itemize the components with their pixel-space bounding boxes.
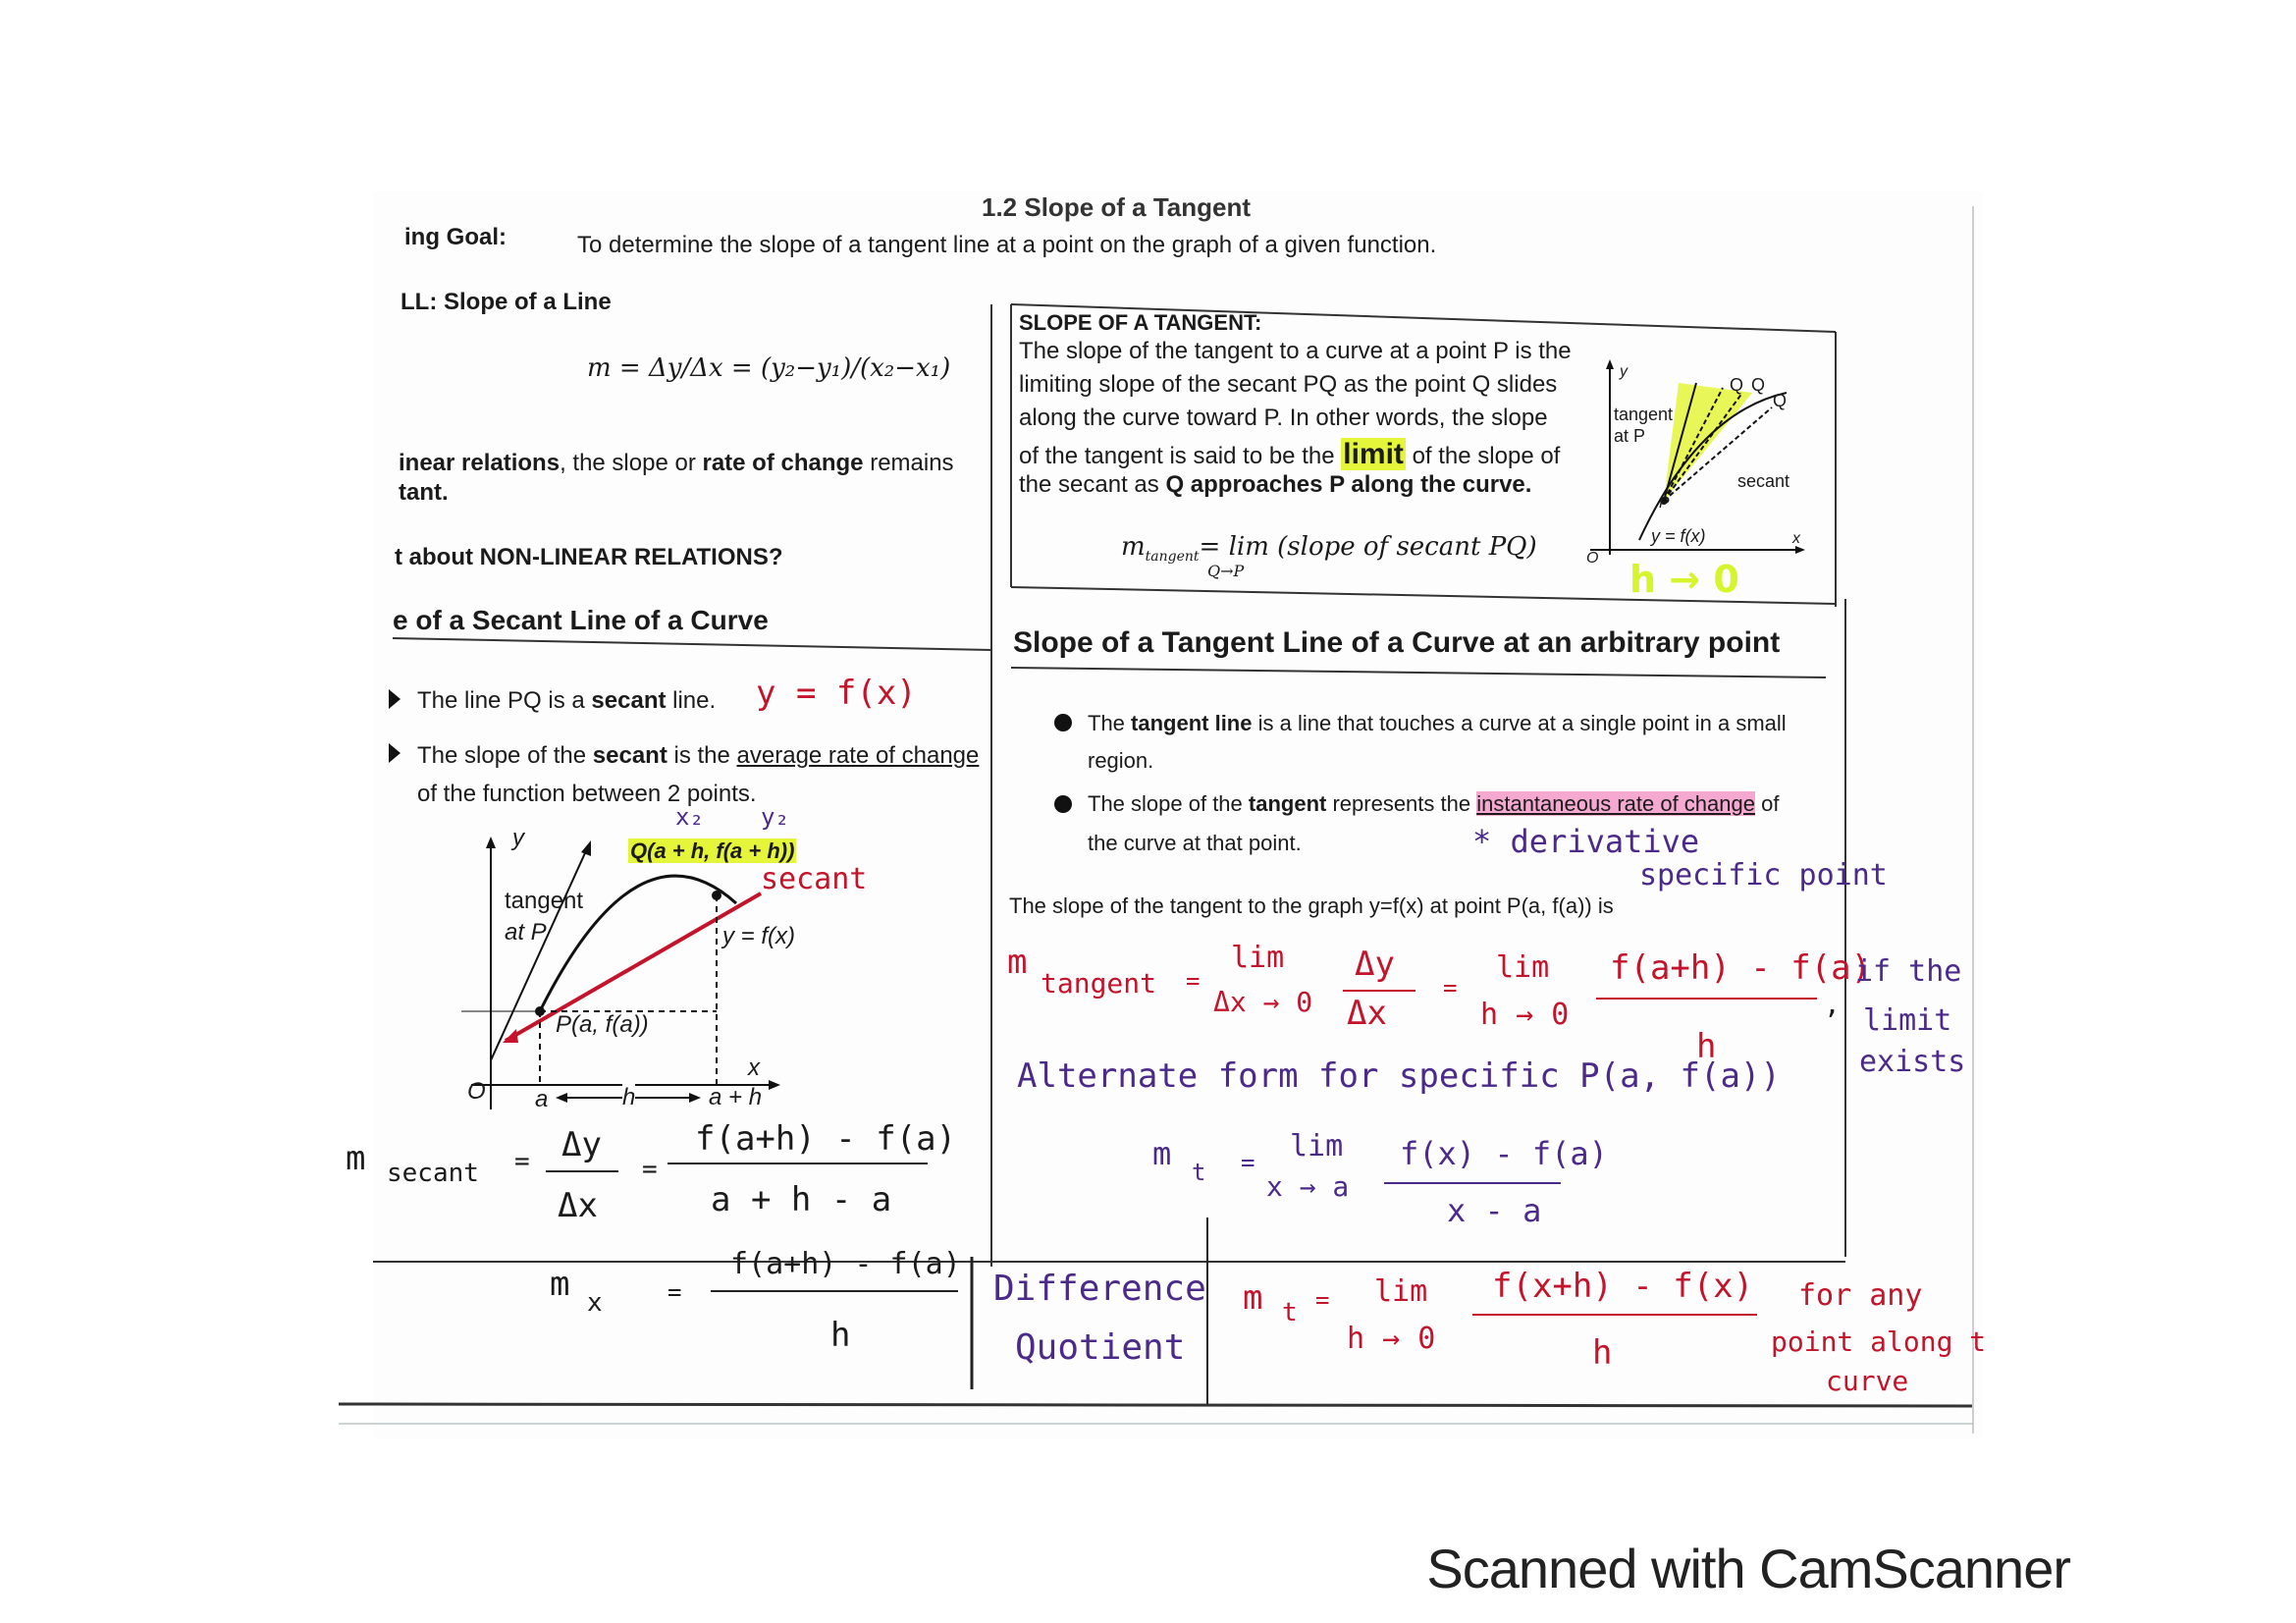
mt-eq: = <box>1186 967 1201 995</box>
tangent-def-line2: limiting slope of the secant PQ as the point Q slides <box>1019 371 1558 398</box>
fig-q3: Q <box>1773 391 1788 410</box>
alt-lim: lim <box>1290 1129 1344 1163</box>
point-along: point along t <box>1771 1325 1987 1358</box>
graph-p-label: P(a, f(a)) <box>556 1011 649 1038</box>
alt-num: f(x) - f(a) <box>1400 1135 1608 1172</box>
fig-tangent-label: tangent <box>1614 405 1674 424</box>
tangent-bullet-2 <box>1088 791 1779 817</box>
fig-y-label: y <box>1620 363 1628 380</box>
linear-bold: inear relations <box>399 450 561 476</box>
camscanner-watermark: Scanned with CamScanner <box>1426 1538 2070 1599</box>
m-secant-sub: secant <box>387 1159 479 1188</box>
tangent-formula <box>1121 532 1537 565</box>
dq-den: h <box>830 1316 851 1355</box>
curve: curve <box>1826 1365 1909 1397</box>
graph-yfx-label: y = f(x) <box>722 923 796 949</box>
mt-den: h <box>1696 1027 1717 1066</box>
bullet-icon <box>389 743 400 763</box>
hand-y2: y₂ <box>761 803 789 831</box>
recall-title: LL: Slope of a Line <box>400 289 612 315</box>
mt-dy: Δy <box>1355 945 1395 984</box>
graph-o-label: O <box>467 1078 486 1105</box>
linear-line2: tant. <box>399 479 449 506</box>
alt-lim-under: x → a <box>1266 1170 1350 1203</box>
m-secant-den: a + h - a <box>711 1180 892 1219</box>
if-limit: limit <box>1863 1003 1952 1038</box>
mt-dx: Δx <box>1347 994 1387 1033</box>
m-secant-num: f(a+h) - f(a) <box>695 1119 957 1159</box>
frac-bar <box>1343 990 1415 992</box>
tangent-bullet-1 <box>1088 711 1787 736</box>
hand-derivative: * derivative <box>1472 823 1700 860</box>
mt-bottom-num: f(x+h) - f(x) <box>1492 1267 1754 1306</box>
dq-num: f(a+h) - f(a) <box>730 1247 961 1281</box>
tf-eq: = lim (slope of secant PQ) <box>1199 532 1537 562</box>
tangent-def-line3: along the curve toward P. In other words, the slope <box>1019 405 1548 431</box>
frac-bar <box>546 1170 618 1172</box>
b1-post: line. <box>666 687 717 714</box>
linear-rest1: , the slope or <box>560 450 703 476</box>
fig-hand-h-to-0: h → 0 <box>1629 558 1739 601</box>
m-secant-eq2: = <box>642 1155 658 1184</box>
l5-bold: Q approaches P along the curve. <box>1165 471 1532 498</box>
linear-rest2: remains <box>863 450 954 476</box>
graph-atp-label: at P <box>505 919 547 946</box>
fig-q1: Q <box>1730 375 1744 395</box>
fig-secant-label: secant <box>1737 471 1790 491</box>
tb1-bold: tangent line <box>1131 711 1253 735</box>
fig-atp-label: at P <box>1614 426 1646 446</box>
fig-x-label: x <box>1792 530 1800 547</box>
tangent-bullet-2-line2: the curve at that point. <box>1088 831 1302 855</box>
tangent-def-title: SLOPE OF A TANGENT: <box>1019 310 1262 335</box>
if-exists: exists <box>1859 1045 1966 1079</box>
m-secant-dy: Δy <box>561 1125 602 1164</box>
mt-lim2-under: h → 0 <box>1480 998 1570 1032</box>
mt-lim1-under: Δx → 0 <box>1213 986 1313 1018</box>
m-secant-eq: = <box>514 1147 530 1176</box>
alt-den: x - a <box>1447 1192 1542 1229</box>
alt-sub: t <box>1192 1159 1206 1186</box>
tangent-def-line4 <box>1019 438 1560 471</box>
frac-bar <box>711 1290 958 1292</box>
tangent-heading: Slope of a Tangent Line of a Curve at an arbitrary point <box>1013 626 1781 659</box>
l4-post: of the slope of <box>1405 443 1561 469</box>
secant-heading: e of a Secant Line of a Curve <box>393 605 769 635</box>
tf-sub: tangent <box>1145 549 1200 566</box>
b2-mid: is the <box>667 742 737 769</box>
b2-underline: average rate of change <box>736 742 980 769</box>
b1-pre: The line PQ is a <box>417 687 592 714</box>
alt-eq: = <box>1241 1149 1255 1176</box>
hand-secant-label: secant <box>761 862 868 896</box>
frac-bar <box>1472 1314 1757 1316</box>
tangent-bullet-1-line2: region. <box>1088 748 1154 773</box>
nonlinear-question: t about NON-LINEAR RELATIONS? <box>395 544 783 570</box>
graph-aph-label: a + h <box>709 1084 763 1110</box>
frac-bar <box>667 1163 928 1164</box>
rate-bold: rate of change <box>702 450 864 476</box>
if-the: if the <box>1855 954 1962 989</box>
frac-bar <box>1384 1182 1561 1184</box>
graph-a-label: a <box>535 1086 549 1112</box>
hand-x2: x₂ <box>675 803 704 831</box>
m-secant-dx: Δx <box>558 1186 598 1225</box>
mt-num: f(a+h) - f(a) <box>1610 948 1872 988</box>
tb2-post: of <box>1754 791 1780 816</box>
tangent-formula-under: Q→P <box>1207 562 1245 580</box>
cut-title: 1.2 Slope of a Tangent <box>982 192 1252 222</box>
secant-bullet-1 <box>417 687 716 715</box>
b2-bold: secant <box>592 742 667 769</box>
for-any: for any <box>1798 1278 1923 1313</box>
secant-bullet-2-line2: of the function between 2 points. <box>417 781 757 807</box>
mt-bottom-den: h <box>1592 1333 1613 1373</box>
m-secant-m: m <box>346 1139 366 1178</box>
frac-bar <box>1596 998 1817 1000</box>
fig-o-label: O <box>1586 550 1599 567</box>
b1-bold: secant <box>591 687 667 714</box>
hand-y-fx: y = f(x) <box>756 674 917 713</box>
tb1-pre: The <box>1088 711 1132 735</box>
b2-pre: The slope of the <box>417 742 593 769</box>
graph-y-label: y <box>512 825 524 851</box>
mt-bottom-eq: = <box>1315 1286 1330 1314</box>
mt-lim1: lim <box>1231 941 1285 975</box>
dq-m-sub: x <box>587 1288 603 1318</box>
secant-graph <box>461 835 815 1119</box>
slope-formula: m = Δy/Δx = (y₂−y₁)/(x₂−x₁) <box>587 353 951 383</box>
tb1-post: is a line that touches a curve at a single point in a small <box>1252 711 1787 735</box>
graph-x-label: x <box>748 1055 760 1081</box>
mt-bottom-sub: t <box>1282 1298 1298 1327</box>
tangent-def-line5 <box>1019 471 1531 499</box>
dq-m: m <box>550 1265 570 1304</box>
bullet-icon <box>1054 795 1072 813</box>
mt-comma: , <box>1824 988 1841 1020</box>
mt-bottom-m: m <box>1243 1278 1263 1318</box>
tangent-def-line1: The slope of the tangent to a curve at a point P is the <box>1019 338 1572 364</box>
linear-relations-text <box>399 450 954 477</box>
graph-h-label: h <box>622 1084 636 1110</box>
tb2-mid: represents the <box>1326 791 1477 816</box>
mt-bottom-lim: lim <box>1374 1274 1428 1309</box>
alternate-form: Alternate form for specific P(a, f(a)) <box>1017 1056 1781 1096</box>
fig-yfx-label: y = f(x) <box>1651 526 1706 546</box>
tangent-statement: The slope of the tangent to the graph y=f(x) at point P(a, f(a)) is <box>1009 893 1614 918</box>
limit-highlight: limit <box>1343 438 1404 470</box>
difference-label: Difference <box>993 1269 1206 1309</box>
goal-label: ing Goal: <box>404 224 507 250</box>
bullet-icon <box>389 689 400 709</box>
mt-eq2: = <box>1443 974 1458 1001</box>
l4-pre: of the tangent is said to be the <box>1019 443 1342 469</box>
graph-tangent-label: tangent <box>505 888 584 914</box>
tb2-bold: tangent <box>1248 791 1327 816</box>
mt-bottom-lim-under: h → 0 <box>1347 1322 1436 1356</box>
mt-lim2: lim <box>1496 950 1550 985</box>
mt-sub: tangent <box>1041 967 1157 1000</box>
fig-p-label: P <box>1659 495 1670 512</box>
tb2-highlight: instantaneous rate of change <box>1476 791 1755 816</box>
hand-specific-point: specific point <box>1639 858 1888 893</box>
alt-m: m <box>1152 1135 1172 1172</box>
tf-m: m <box>1121 532 1146 562</box>
l5-pre: the secant as <box>1019 471 1166 498</box>
dq-eq: = <box>667 1278 682 1306</box>
goal-text: To determine the slope of a tangent line at a point on the graph of a given function. <box>577 232 1437 258</box>
fig-q2: Q <box>1751 375 1766 395</box>
bullet-icon <box>1054 714 1072 731</box>
quotient-label: Quotient <box>1015 1327 1186 1368</box>
secant-bullet-2 <box>417 742 979 770</box>
tb2-pre: The slope of the <box>1088 791 1249 816</box>
point-q-text: Q(a + h, f(a + h)) <box>630 839 795 863</box>
mt-m: m <box>1007 943 1028 982</box>
